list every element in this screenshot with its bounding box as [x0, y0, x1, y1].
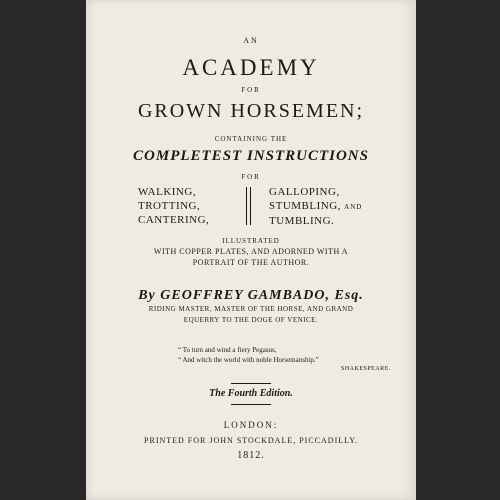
word-for-2: FOR — [241, 173, 261, 181]
epigraph-line-1: “ To turn and wind a fiery Pegasus, — [178, 346, 277, 354]
edition: The Fourth Edition. — [209, 388, 293, 399]
gait-trotting: TROTTING, — [138, 200, 201, 212]
gaits-columns — [86, 185, 416, 233]
place-london: LONDON: — [223, 420, 279, 430]
title-academy: ACADEMY — [182, 55, 320, 80]
gait-walking: WALKING, — [138, 186, 197, 198]
gaits-left-column — [138, 185, 209, 227]
word-and: AND — [344, 203, 363, 211]
gait-stumbling: STUMBLING, — [269, 200, 341, 212]
word-for: FOR — [241, 86, 261, 94]
title-page — [86, 0, 416, 500]
edition-rule-bottom — [231, 404, 271, 405]
author-byline: By GEOFFREY GAMBADO, Esq. — [138, 288, 364, 303]
title-grown-horsemen: GROWN HORSEMEN; — [137, 100, 365, 122]
author-title-line-2: EQUERRY TO THE DOGE OF VENICE. — [183, 316, 319, 324]
gait-cantering: CANTERING, — [138, 214, 210, 226]
article-an: AN — [243, 36, 259, 45]
epigraph-line-2: “ And witch the world with noble Horsemanship.” — [178, 356, 319, 364]
double-rule-divider — [246, 187, 251, 225]
printer-imprint: PRINTED FOR JOHN STOCKDALE, PICCADILLY. — [144, 436, 358, 445]
edition-rule-top — [231, 383, 271, 384]
copper-plates-line-2: PORTRAIT OF THE AUTHOR. — [192, 258, 310, 267]
copper-plates-line-1: WITH COPPER PLATES, AND ADORNED WITH A — [153, 247, 349, 256]
gait-tumbling: TUMBLING. — [269, 215, 335, 227]
completest-instructions: COMPLETEST INSTRUCTIONS — [133, 148, 369, 164]
gait-galloping: GALLOPING, — [269, 186, 340, 198]
author-title-line-1: RIDING MASTER, MASTER OF THE HORSE, AND GRAND — [148, 305, 354, 313]
gaits-right-column — [269, 185, 362, 228]
containing-the: CONTAINING THE — [214, 135, 288, 143]
illustrated: ILLUSTRATED — [222, 237, 280, 245]
epigraph-attribution: SHAKESPEARE. — [341, 366, 391, 372]
publication-year: 1812. — [237, 450, 265, 461]
